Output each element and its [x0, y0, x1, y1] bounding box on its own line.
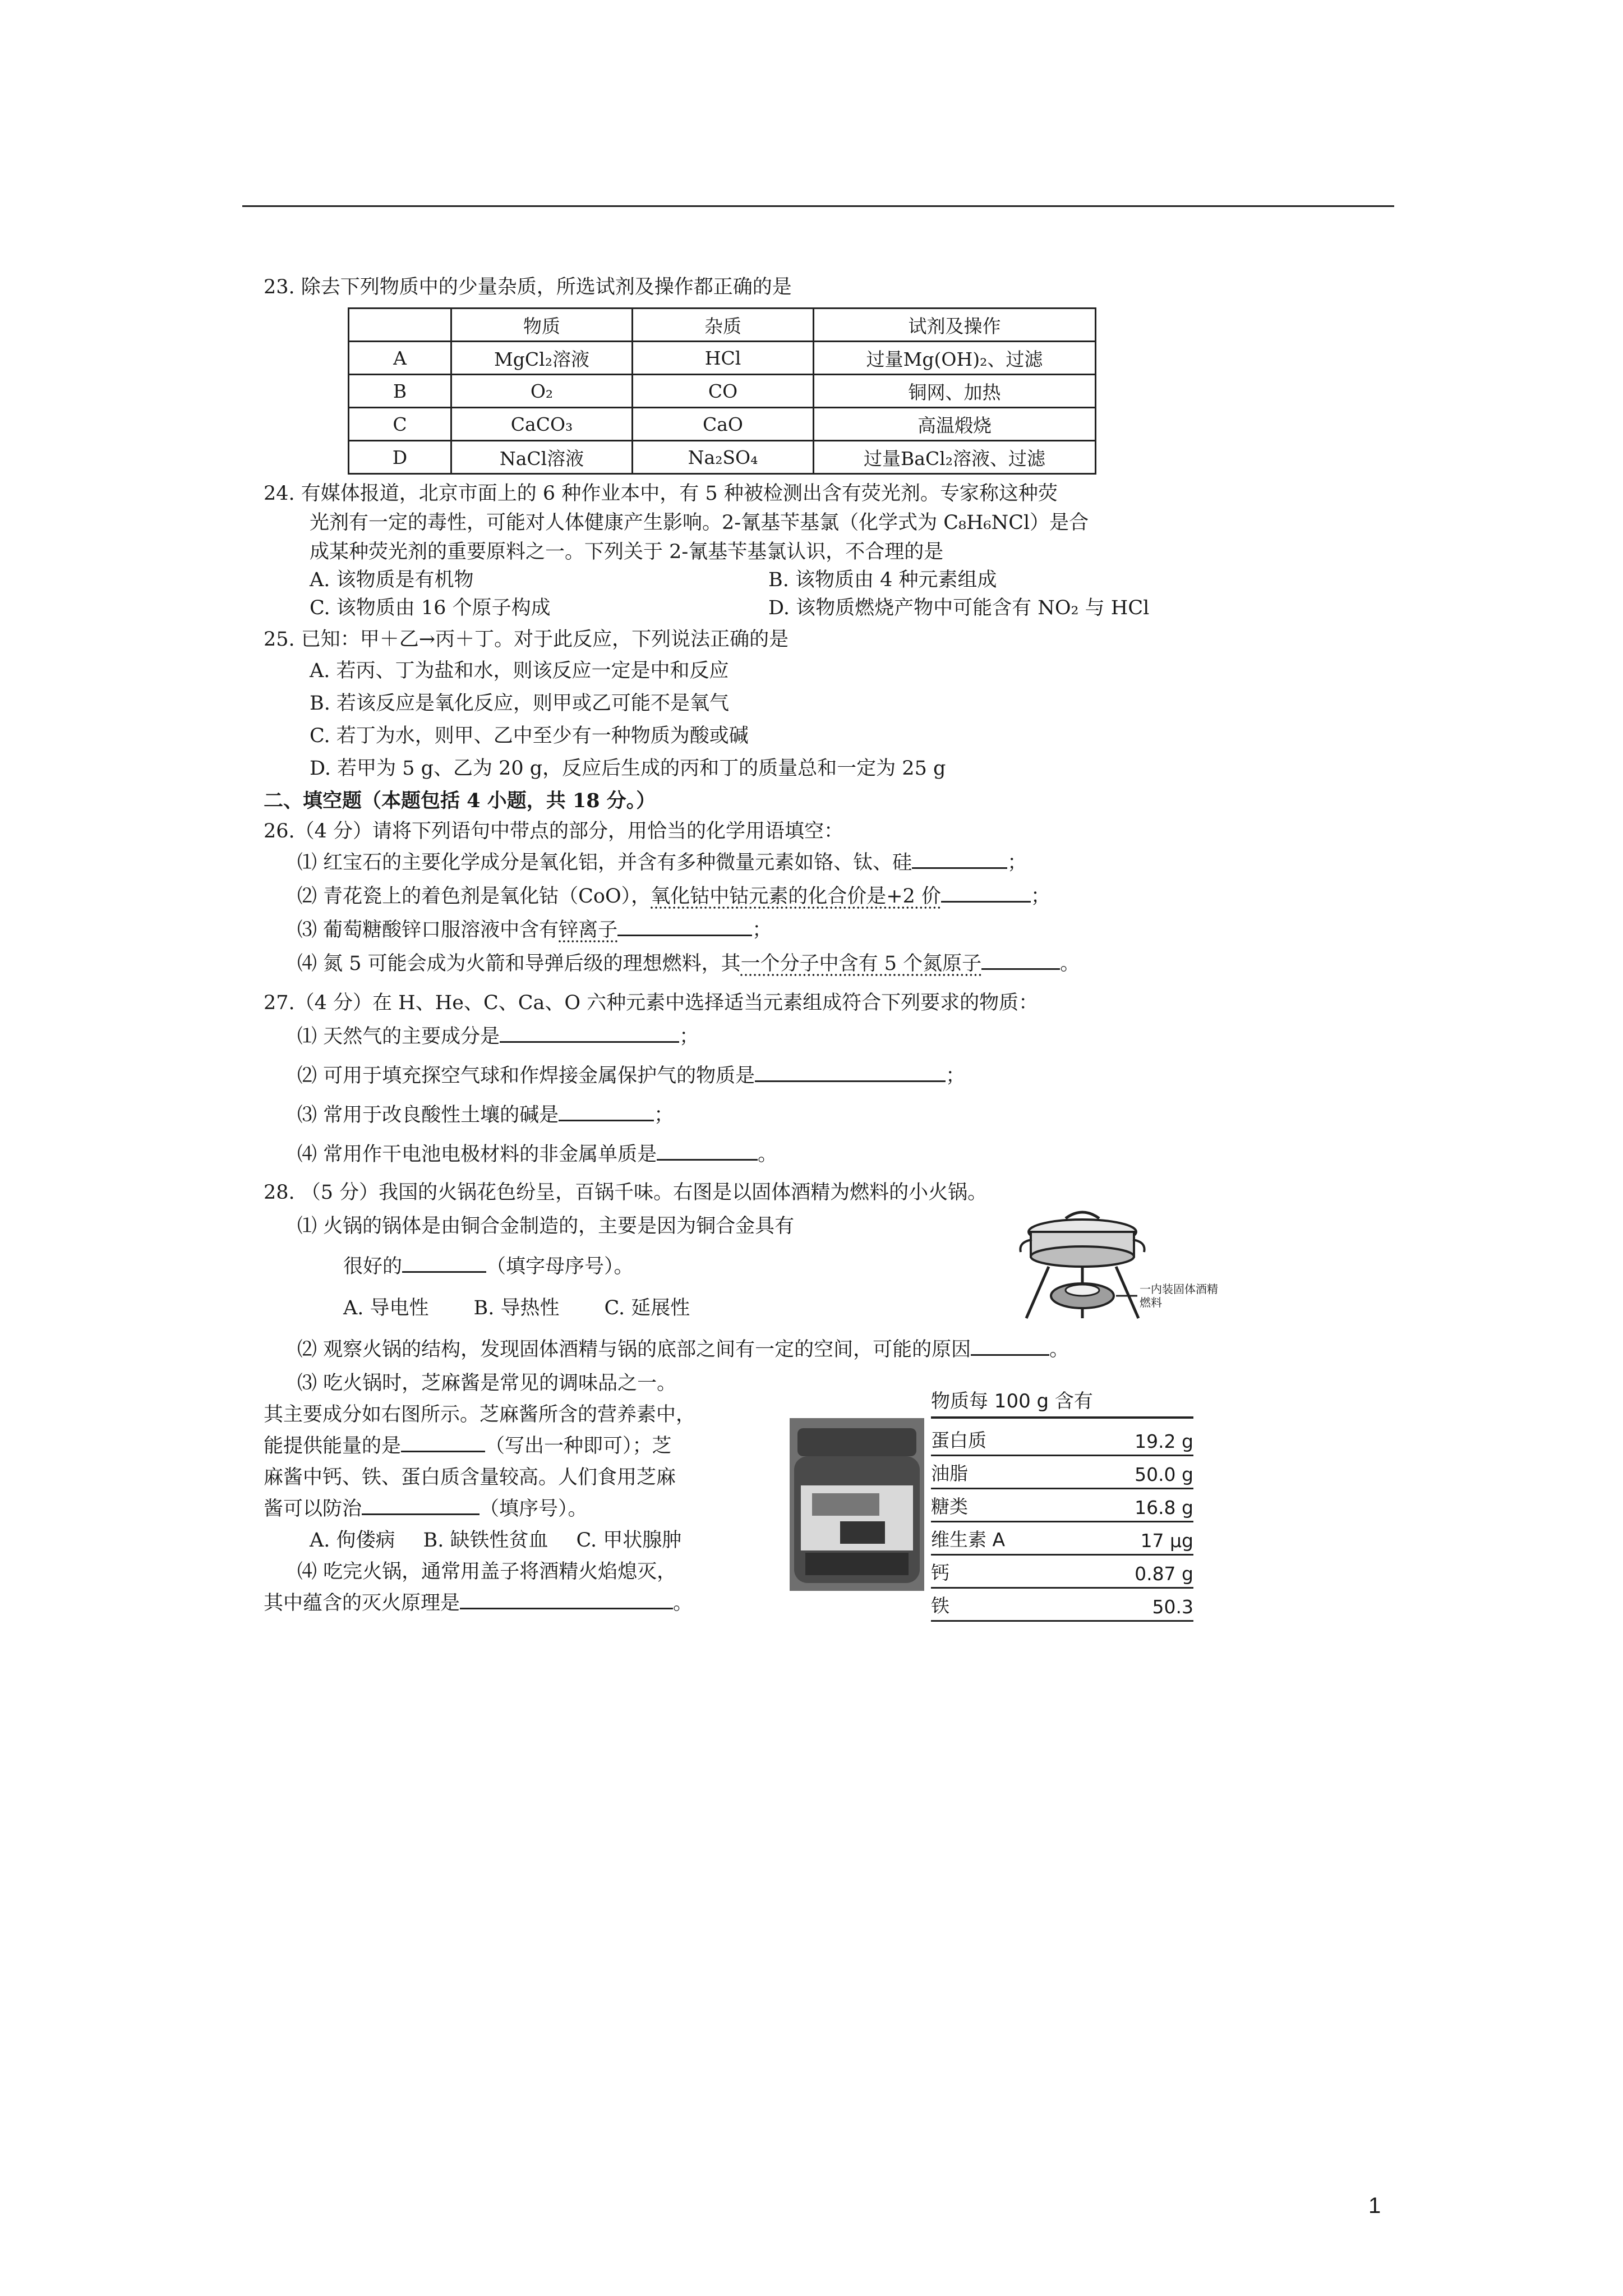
- nutrient-name: 钙: [931, 1562, 949, 1584]
- answer-blank[interactable]: [971, 1337, 1049, 1356]
- nutrient-name: 糖类: [931, 1496, 968, 1517]
- q23-stem: 23. 除去下列物质中的少量杂质，所选试剂及操作都正确的是: [264, 276, 792, 298]
- q24-line-3: 成某种荧光剂的重要原料之一。下列关于 2-氰基苄基氯认识，不合理的是: [310, 541, 944, 563]
- q24-line-1: 24. 有媒体报道，北京市面上的 6 种作业本中，有 5 种被检测出含有荧光剂。专家称这种荧: [264, 482, 1058, 505]
- punctuation: ；: [1030, 885, 1050, 908]
- nutrition-row: [931, 1489, 1193, 1522]
- punctuation: 。: [1049, 1338, 1069, 1361]
- table-row: [349, 375, 1096, 408]
- q26-item-2-text: ⑵ 青花瓷上的着色剂是氧化钴（CoO），: [297, 885, 651, 908]
- q28-item-3-line-3: [264, 1434, 672, 1458]
- punctuation: 。: [1060, 953, 1080, 975]
- q26-item-4: [297, 951, 1080, 976]
- answer-blank[interactable]: [912, 850, 1007, 869]
- q24-option-a: A. 该物质是有机物: [310, 569, 474, 591]
- answer-blank[interactable]: [981, 951, 1060, 970]
- nutrient-value: 16.8 g: [1135, 1497, 1193, 1519]
- page-number: 1: [1368, 2193, 1381, 2218]
- answer-blank[interactable]: [500, 1024, 679, 1043]
- table-cell: C: [349, 408, 451, 441]
- punctuation: ；: [1007, 852, 1027, 874]
- table-cell: Na₂SO₄: [633, 441, 814, 474]
- answer-blank[interactable]: [657, 1142, 758, 1161]
- answer-blank[interactable]: [401, 1434, 485, 1452]
- q27-item-1: [297, 1024, 699, 1049]
- table-cell: NaCl溶液: [451, 441, 633, 474]
- q25-stem: 25. 已知：甲＋乙→丙＋丁。对于此反应，下列说法正确的是: [264, 628, 789, 651]
- q27-stem: 27.（4 分）在 H、He、C、Ca、O 六种元素中选择适当元素组成符合下列要求的物质：: [264, 992, 1039, 1014]
- q25-option-d: D. 若甲为 5 g、乙为 20 g，反应后生成的丙和丁的质量总和一定为 25 g: [310, 757, 946, 780]
- q25-option-c: C. 若丁为水，则甲、乙中至少有一种物质为酸或碱: [310, 725, 749, 747]
- nutrition-header: 物质每 100 g 含有: [931, 1386, 1193, 1419]
- hot-pot-illustration: [1009, 1206, 1223, 1329]
- option-b: B. 缺铁性贫血: [423, 1529, 548, 1552]
- table-cell: O₂: [451, 375, 633, 408]
- q24-option-d: D. 该物质燃烧产物中可能含有 NO₂ 与 HCl: [768, 597, 1150, 619]
- q28-item-4-line-2: [264, 1591, 693, 1616]
- q28-item-1-text: 很好的: [343, 1255, 403, 1278]
- hot-pot-icon: [1009, 1206, 1223, 1329]
- q27-item-3: [297, 1103, 674, 1128]
- q26-item-3: [297, 918, 772, 942]
- section-heading: 二、填空题（本题包括 4 小题，共 18 分。）: [264, 789, 656, 812]
- q28-item-3-text-2: 酱可以防治: [264, 1498, 362, 1520]
- table-cell: D: [349, 441, 451, 474]
- answer-blank[interactable]: [402, 1254, 486, 1273]
- option-c: C. 甲状腺肿: [576, 1529, 682, 1552]
- q28-item-1: ⑴ 火锅的锅体是由铜合金制造的，主要是因为铜合金具有: [297, 1215, 795, 1237]
- q26-item-2-dotted: 氧化钴中钴元素的化合价是+2 价: [651, 885, 941, 908]
- q28-item-3: ⑶ 吃火锅时，芝麻酱是常见的调味品之一。: [297, 1372, 677, 1395]
- table-cell: MgCl₂溶液: [451, 342, 633, 375]
- hot-pot-label: 一内装固体酒精燃料: [1140, 1282, 1218, 1309]
- q24-option-c: C. 该物质由 16 个原子构成: [310, 597, 551, 619]
- table-header-cell: [349, 309, 451, 342]
- table-cell: B: [349, 375, 451, 408]
- q28-item-1-cont: [343, 1254, 634, 1279]
- table-row: [349, 441, 1096, 474]
- table-header-cell: 杂质: [633, 309, 814, 342]
- table-cell: CaO: [633, 408, 814, 441]
- q28-item-3-line-5: [264, 1497, 588, 1521]
- q27-item-1-text: ⑴ 天然气的主要成分是: [297, 1025, 500, 1048]
- nutrient-value: 19.2 g: [1135, 1430, 1193, 1452]
- q28-item-2: [297, 1337, 1069, 1362]
- nutrient-name: 蛋白质: [931, 1429, 986, 1451]
- table-cell: 过量BaCl₂溶液、过滤: [814, 441, 1096, 474]
- option-a: A. 佝偻病: [310, 1529, 395, 1552]
- q27-item-2: [297, 1064, 965, 1088]
- q24-line-2: 光剂有一定的毒性，可能对人体健康产生影响。2-氰基苄基氯（化学式为 C₈H₆NCl）是合: [310, 512, 1089, 534]
- table-cell: 铜网、加热: [814, 375, 1096, 408]
- punctuation: 。: [758, 1143, 778, 1166]
- table-cell: CO: [633, 375, 814, 408]
- answer-blank[interactable]: [460, 1591, 673, 1609]
- q27-item-2-text: ⑵ 可用于填充探空气球和作焊接金属保护气的物质是: [297, 1065, 755, 1087]
- option-a: A. 导电性: [343, 1297, 429, 1319]
- nutrient-value: 50.0 g: [1135, 1464, 1193, 1485]
- q28-item-1-options: [343, 1296, 690, 1320]
- q28-item-4: ⑷ 吃完火锅，通常用盖子将酒精火焰熄灭，: [297, 1561, 677, 1583]
- nutrient-value: 50.3: [1152, 1596, 1193, 1618]
- nutrition-row: [931, 1522, 1193, 1556]
- punctuation: ；: [679, 1025, 699, 1048]
- table-header-cell: 试剂及操作: [814, 309, 1096, 342]
- q28-item-3-text: 能提供能量的是: [264, 1435, 402, 1457]
- nutrition-row: [931, 1556, 1193, 1589]
- nutrient-name: 油脂: [931, 1462, 968, 1484]
- nutrition-table: [790, 1386, 1193, 1622]
- table-row: [349, 408, 1096, 441]
- nutrient-value: 0.87 g: [1135, 1563, 1193, 1585]
- header-rule: [242, 205, 1394, 207]
- table-cell: CaCO₃: [451, 408, 633, 441]
- table-cell: 高温煅烧: [814, 408, 1096, 441]
- table-header-row: [349, 309, 1096, 342]
- answer-blank[interactable]: [755, 1064, 946, 1082]
- nutrient-name: 维生素 A: [931, 1529, 1006, 1550]
- table-row: [349, 342, 1096, 375]
- table-cell: 过量Mg(OH)₂、过滤: [814, 342, 1096, 375]
- q28-item-3-options: [310, 1528, 681, 1553]
- answer-blank[interactable]: [617, 918, 752, 936]
- option-b: B. 导热性: [473, 1297, 560, 1319]
- q24-option-b: B. 该物质由 4 种元素组成: [768, 569, 997, 591]
- q26-item-1: [297, 850, 1027, 875]
- q28-item-3-hint: （写出一种即可）；芝: [485, 1435, 672, 1457]
- q28-item-3-line-4: 麻酱中钙、铁、蛋白质含量较高。人们食用芝麻: [264, 1466, 676, 1489]
- q25-option-a: A. 若丙、丁为盐和水，则该反应一定是中和反应: [310, 660, 729, 682]
- q26-item-1-text: ⑴ 红宝石的主要化学成分是氧化铝，并含有多种微量元素如铬、钛、硅: [297, 852, 912, 874]
- punctuation: 。: [673, 1592, 693, 1614]
- q27-item-4: [297, 1142, 777, 1167]
- q28-item-3-hint-2: （填序号）。: [479, 1498, 588, 1520]
- q26-item-3-dotted: 锌离子: [559, 919, 618, 941]
- answer-blank[interactable]: [941, 884, 1031, 903]
- table-header-cell: 物质: [451, 309, 633, 342]
- nutrient-value: 17 μg: [1140, 1530, 1193, 1552]
- answer-blank[interactable]: [362, 1497, 479, 1515]
- q26-item-3-text: ⑶ 葡萄糖酸锌口服溶液中含有: [297, 919, 559, 941]
- q26-stem: 26.（4 分）请将下列语句中带点的部分，用恰当的化学用语填空：: [264, 820, 844, 843]
- q25-option-b: B. 若该反应是氧化反应，则甲或乙可能不是氧气: [310, 692, 729, 715]
- punctuation: ；: [752, 919, 772, 941]
- q28-item-1-hint: （填字母序号）。: [486, 1255, 634, 1278]
- nutrient-name: 铁: [931, 1595, 949, 1617]
- punctuation: ；: [946, 1065, 966, 1087]
- q28-item-4-text: 其中蕴含的灭火原理是: [264, 1592, 460, 1614]
- nutrition-row: [931, 1456, 1193, 1489]
- table-cell: A: [349, 342, 451, 375]
- q28-item-2-text: ⑵ 观察火锅的结构，发现固体酒精与锅的底部之间有一定的空间，可能的原因: [297, 1338, 971, 1361]
- q27-item-4-text: ⑷ 常用作干电池电极材料的非金属单质是: [297, 1143, 657, 1166]
- nutrition-row: [931, 1423, 1193, 1456]
- option-c: C. 延展性: [604, 1297, 690, 1319]
- q26-item-2: [297, 884, 1050, 909]
- q28-item-3-line-2: 其主要成分如右图所示。芝麻酱所含的营养素中，: [264, 1404, 696, 1426]
- q27-item-3-text: ⑶ 常用于改良酸性土壤的碱是: [297, 1104, 559, 1126]
- table-cell: HCl: [633, 342, 814, 375]
- answer-blank[interactable]: [559, 1103, 654, 1121]
- q26-item-4-text: ⑷ 氮 5 可能会成为火箭和导弹后级的理想燃料，其: [297, 953, 741, 975]
- q23-table: [348, 307, 1096, 475]
- nutrition-row: [931, 1589, 1193, 1622]
- punctuation: ；: [654, 1104, 674, 1126]
- q26-item-4-dotted: 一个分子中含有 5 个氮原子: [740, 953, 982, 975]
- q28-stem: 28. （5 分）我国的火锅花色纷呈，百锅千味。右图是以固体酒精为燃料的小火锅。: [264, 1181, 988, 1204]
